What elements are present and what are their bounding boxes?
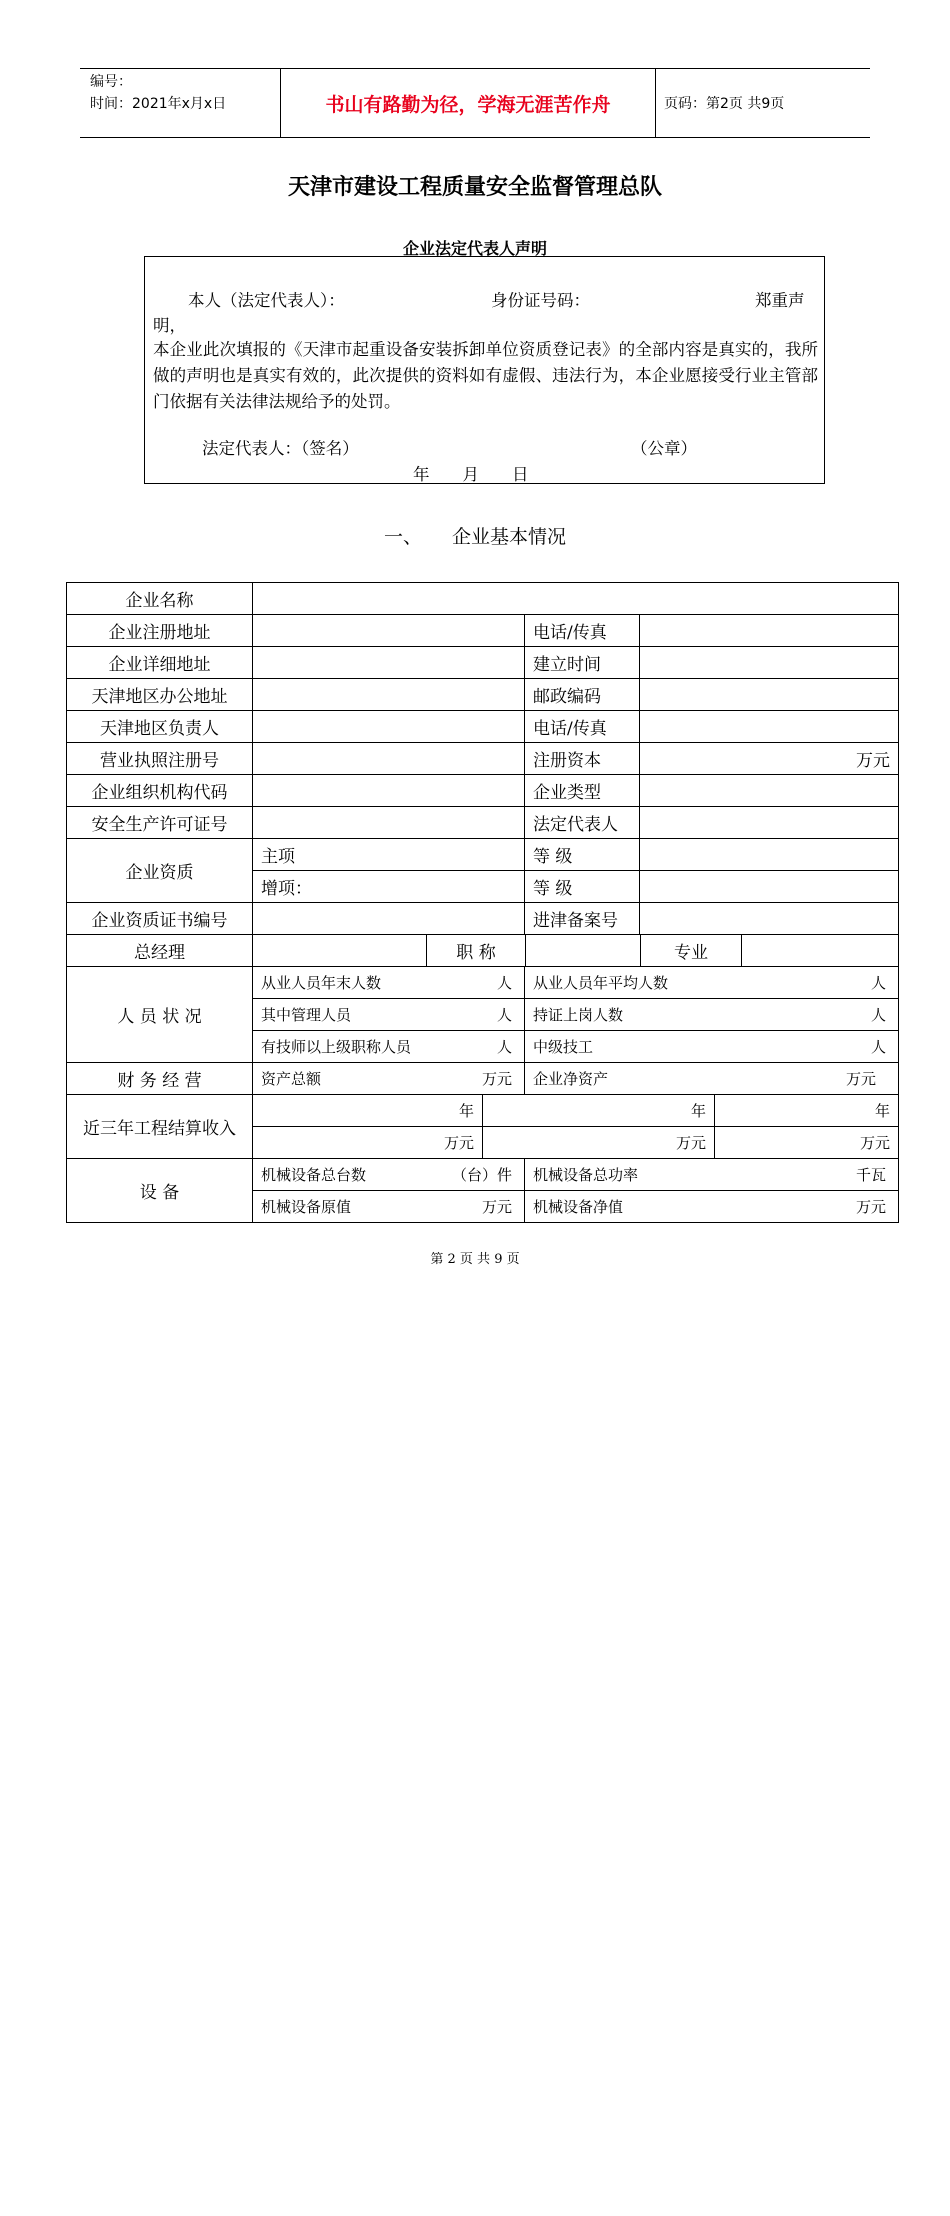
- unit-person: 人: [870, 1006, 886, 1024]
- label-company-type: 企业类型: [524, 774, 640, 807]
- header-left: [90, 71, 226, 115]
- label-tianjin-record: 进津备案号: [524, 902, 640, 935]
- page-label: 页码：第2页 共9页: [664, 96, 785, 112]
- label-staff-status: 人 员 状 况: [66, 966, 253, 1063]
- declaration-rep-label: 本人（法定代表人）：: [188, 291, 345, 310]
- field-license-no[interactable]: [252, 742, 525, 775]
- field-staff-year-end[interactable]: [252, 966, 525, 999]
- label-grade-2: 等 级: [524, 870, 640, 903]
- field-grade-2[interactable]: [639, 870, 899, 903]
- field-gm[interactable]: [252, 934, 427, 967]
- field-equip-orig[interactable]: [252, 1190, 525, 1223]
- label-tianjin-office: 天津地区办公地址: [66, 678, 253, 711]
- field-certified-staff[interactable]: [524, 998, 899, 1031]
- label-certified-staff: 持证上岗人数: [533, 1006, 624, 1024]
- field-founded[interactable]: [639, 646, 899, 679]
- field-phone-fax[interactable]: [639, 614, 899, 647]
- field-company-type[interactable]: [639, 774, 899, 807]
- label-safety-permit: 安全生产许可证号: [66, 806, 253, 839]
- label-qual-cert-no: 企业资质证书编号: [66, 902, 253, 935]
- declaration-id-label: 身份证号码：: [491, 291, 590, 310]
- field-title-rank[interactable]: [525, 934, 641, 967]
- field-equip-net[interactable]: [524, 1190, 899, 1223]
- field-income-amount-3[interactable]: [714, 1126, 899, 1159]
- unit-person: 人: [496, 1038, 512, 1056]
- unit-wanyuan: 万元: [443, 1134, 474, 1152]
- label-phone-fax-2: 电话/传真: [524, 710, 640, 743]
- label-postcode: 邮政编码: [524, 678, 640, 711]
- label-license-no: 营业执照注册号: [66, 742, 253, 775]
- label-equipment: 设 备: [66, 1158, 253, 1223]
- label-senior-tech: 有技师以上级职称人员: [261, 1038, 412, 1056]
- unit-person: 人: [496, 974, 512, 992]
- label-tianjin-manager: 天津地区负责人: [66, 710, 253, 743]
- label-title-rank: 职 称: [426, 934, 526, 967]
- field-mid-tech[interactable]: [524, 1030, 899, 1063]
- unit-kw: 千瓦: [855, 1166, 886, 1184]
- field-reg-capital[interactable]: [639, 742, 899, 775]
- label-specialty: 专业: [640, 934, 742, 967]
- declaration-solemn: 郑重声: [755, 291, 805, 310]
- time-label: 时间：2021年x月x日: [90, 96, 227, 112]
- field-equip-count[interactable]: [252, 1158, 525, 1191]
- label-equip-net: 机械设备净值: [533, 1198, 624, 1216]
- unit-wanyuan: 万元: [481, 1070, 512, 1088]
- label-gm: 总经理: [66, 934, 253, 967]
- field-qual-cert-no[interactable]: [252, 902, 525, 935]
- field-staff-year-avg[interactable]: [524, 966, 899, 999]
- company-info-table: [67, 583, 900, 2216]
- field-income-amount-2[interactable]: [482, 1126, 715, 1159]
- section-title: 企业基本情况: [452, 526, 567, 548]
- field-tianjin-record[interactable]: [639, 902, 899, 935]
- field-org-code[interactable]: [252, 774, 525, 807]
- field-tianjin-manager[interactable]: [252, 710, 525, 743]
- label-phone-fax: 电话/传真: [524, 614, 640, 647]
- label-equip-orig: 机械设备原值: [261, 1198, 352, 1216]
- label-mid-tech: 中级技工: [533, 1038, 594, 1056]
- label-reg-address: 企业注册地址: [66, 614, 253, 647]
- seal-label: （公章）: [631, 439, 697, 458]
- label-company-name: 企业名称: [66, 582, 253, 615]
- header-motto: 书山有路勤为径，学海无涯苦作舟: [280, 69, 656, 137]
- date-label: 年 月 日: [413, 465, 529, 484]
- field-grade[interactable]: [639, 838, 899, 871]
- field-income-amount-1[interactable]: [252, 1126, 483, 1159]
- declaration-heading: 企业法定代表人声明: [402, 239, 547, 258]
- label-net-assets: 企业净资产: [533, 1070, 609, 1088]
- label-finance: 财 务 经 营: [66, 1062, 253, 1095]
- unit-person: 人: [496, 1006, 512, 1024]
- field-reg-address[interactable]: [252, 614, 525, 647]
- field-senior-tech[interactable]: [252, 1030, 525, 1063]
- field-income-year-1[interactable]: [252, 1094, 483, 1127]
- label-staff-year-end: 从业人员年末人数: [261, 974, 382, 992]
- field-net-assets[interactable]: [524, 1062, 899, 1095]
- unit-tai: （台）件: [451, 1166, 512, 1184]
- field-total-assets[interactable]: [252, 1062, 525, 1095]
- label-legal-rep: 法定代表人: [524, 806, 640, 839]
- page-header: [80, 68, 870, 138]
- label-equip-power: 机械设备总功率: [533, 1166, 639, 1184]
- field-tianjin-office[interactable]: [252, 678, 525, 711]
- label-extra-item: 增项：: [252, 870, 525, 903]
- label-qualification: 企业资质: [66, 838, 253, 903]
- label-founded: 建立时间: [524, 646, 640, 679]
- field-detail-address[interactable]: [252, 646, 525, 679]
- unit-wanyuan: 万元: [856, 751, 890, 771]
- signature-label: 法定代表人：（签名）: [202, 439, 359, 458]
- unit-year: 年: [690, 1102, 706, 1120]
- label-income-3y: 近三年工程结算收入: [66, 1094, 253, 1159]
- section-number: 一、: [383, 526, 422, 548]
- label-total-assets: 资产总额: [261, 1070, 322, 1088]
- label-grade: 等 级: [524, 838, 640, 871]
- field-postcode[interactable]: [639, 678, 899, 711]
- field-equip-power[interactable]: [524, 1158, 899, 1191]
- field-income-year-3[interactable]: [714, 1094, 899, 1127]
- number-label: 编号：: [90, 74, 132, 90]
- declaration-body: 本企业此次填报的《天津市起重设备安装拆卸单位资质登记表》的全部内容是真实的，我所做的声明也是真实有效的，此次提供的资料如有虚假、违法行为，本企业愿接受行业主管部门依据有关法律法规给予的处罚。: [153, 340, 818, 411]
- field-income-year-2[interactable]: [482, 1094, 715, 1127]
- field-company-name[interactable]: [252, 582, 899, 615]
- label-org-code: 企业组织机构代码: [66, 774, 253, 807]
- field-legal-rep[interactable]: [639, 806, 899, 839]
- unit-wanyuan: 万元: [675, 1134, 706, 1152]
- field-safety-permit[interactable]: [252, 806, 525, 839]
- unit-person: 人: [870, 974, 886, 992]
- declaration-box: [144, 256, 825, 484]
- label-equip-count: 机械设备总台数: [261, 1166, 367, 1184]
- field-phone-fax-2[interactable]: [639, 710, 899, 743]
- unit-wanyuan: 万元: [859, 1134, 890, 1152]
- field-specialty[interactable]: [741, 934, 899, 967]
- label-mgmt-staff: 其中管理人员: [261, 1006, 352, 1024]
- unit-wanyuan: 万元: [481, 1198, 512, 1216]
- unit-year: 年: [874, 1102, 890, 1120]
- unit-year: 年: [458, 1102, 474, 1120]
- unit-wanyuan: 万元: [845, 1070, 876, 1088]
- page-footer: 第 2 页 共 9 页: [430, 1252, 520, 1267]
- unit-person: 人: [870, 1038, 886, 1056]
- label-staff-year-avg: 从业人员年平均人数: [533, 974, 669, 992]
- declaration-line2: 明，: [153, 316, 186, 335]
- field-mgmt-staff[interactable]: [252, 998, 525, 1031]
- label-detail-address: 企业详细地址: [66, 646, 253, 679]
- document-title: 天津市建设工程质量安全监督管理总队: [287, 175, 662, 200]
- unit-wanyuan: 万元: [855, 1198, 886, 1216]
- label-reg-capital: 注册资本: [524, 742, 640, 775]
- section-heading: [0, 522, 950, 549]
- label-main-item: 主项: [252, 838, 525, 871]
